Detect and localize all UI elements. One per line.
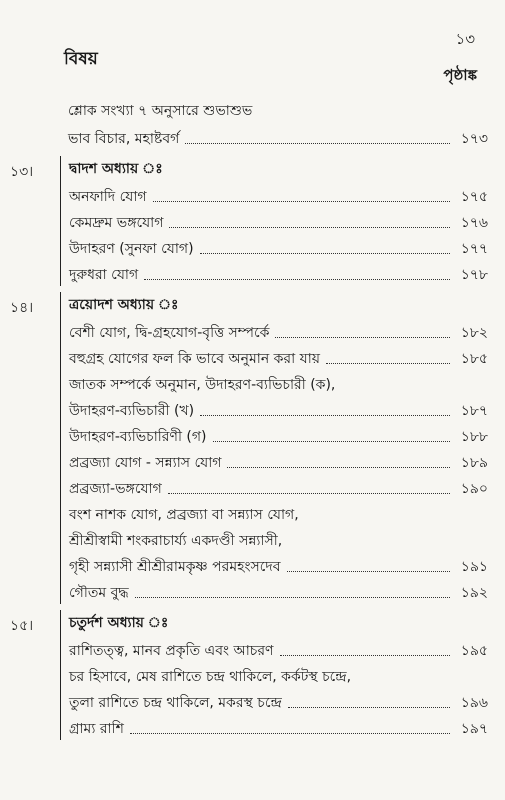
entry-page: ১৮৫	[460, 351, 488, 367]
toc-entry	[69, 448, 488, 474]
toc-entry	[69, 344, 488, 370]
page-number: ১৩	[455, 30, 475, 48]
toc-section	[10, 610, 488, 740]
entry-page: ১৭৫	[460, 189, 488, 205]
section-number: ১৫।	[10, 618, 34, 634]
entry-text: প্রব্রজ্যা যোগ - সন্ন্যাস যোগ	[69, 455, 222, 471]
intro-block	[10, 98, 488, 150]
toc-entry	[69, 370, 488, 396]
section-body	[60, 610, 488, 740]
entry-page: ১৮২	[460, 325, 488, 341]
entry-text: গৃহী সন্ন্যাসী শ্রীশ্রীরামকৃষ্ণ পরমহংসদেব	[69, 559, 281, 575]
entry-page: ১৭৭	[460, 241, 488, 257]
dot-leader	[288, 707, 450, 708]
toc-entry	[69, 182, 488, 208]
dot-leader	[153, 201, 450, 202]
section-title: ত্রয়োদশ অধ্যায় ঃ	[69, 297, 179, 313]
column-header-subject: বিষয়	[64, 49, 98, 69]
column-header-page: পৃষ্ঠাঙ্ক	[443, 66, 477, 84]
toc-entry	[69, 318, 488, 344]
toc-entry	[69, 636, 488, 662]
toc-section	[10, 292, 488, 604]
intro-line: শ্লোক সংখ্যা ৭ অনুসারে শুভাশুভ	[68, 103, 253, 119]
entry-text: গৌতম বুদ্ধ	[69, 585, 129, 601]
dot-leader	[168, 493, 450, 494]
dot-leader	[135, 597, 450, 598]
dot-leader	[227, 467, 450, 468]
toc-section	[10, 156, 488, 286]
toc-entry	[69, 396, 488, 422]
toc-entry	[69, 552, 488, 578]
toc-entry	[69, 234, 488, 260]
dot-leader	[130, 733, 450, 734]
entry-page: ১৮৭	[460, 403, 488, 419]
entry-page: ১৯৭	[460, 721, 488, 737]
entry-page: ১৯১	[460, 559, 488, 575]
table-of-contents	[10, 98, 488, 746]
dot-leader	[213, 441, 450, 442]
entry-text: তুলা রাশিতে চন্দ্র থাকিলে, মকরস্থ চন্দ্রে	[69, 695, 282, 711]
dot-leader	[200, 415, 450, 416]
dot-leader	[280, 655, 450, 656]
entry-text: বহুগ্রহ যোগের ফল কি ভাবে অনুমান করা যায়	[69, 351, 320, 367]
entry-page: ১৮৮	[460, 429, 488, 445]
entry-page: ১৯২	[460, 585, 488, 601]
dot-leader	[200, 253, 450, 254]
dot-leader	[185, 143, 450, 144]
entry-text: উদাহরণ-ব্যভিচারী (খ)	[69, 403, 195, 419]
entry-page: ১৮৯	[460, 455, 488, 471]
section-title: দ্বাদশ অধ্যায় ঃ	[69, 161, 163, 177]
section-body	[60, 156, 488, 286]
sections-container	[10, 156, 488, 740]
entry-page: ১৯০	[460, 481, 488, 497]
entry-text: ভাব বিচার, মহাষ্টবর্গ	[68, 131, 180, 147]
section-number: ১৪।	[10, 300, 34, 316]
toc-entry	[69, 422, 488, 448]
entry-text: শ্রীশ্রীস্বামী শংকরাচার্য্য একদণ্ডী সন্ন্যাসী,	[69, 533, 283, 549]
toc-entry	[68, 124, 488, 150]
entry-text: উদাহরণ (সুনফা যোগ)	[69, 241, 194, 257]
entry-text: জাতক সম্পর্কে অনুমান, উদাহরণ-ব্যভিচারী (ক),	[69, 377, 336, 393]
dot-leader	[275, 337, 450, 338]
dot-leader	[287, 571, 451, 572]
entry-text: অনফাদি যোগ	[69, 189, 147, 205]
toc-entry	[69, 714, 488, 740]
toc-entry	[69, 526, 488, 552]
toc-entry	[69, 260, 488, 286]
entry-page: ১৯৫	[460, 643, 488, 659]
entry-page: ১৯৬	[460, 695, 488, 711]
toc-entry	[69, 662, 488, 688]
section-title: চতুর্দশ অধ্যায় ঃ	[69, 615, 169, 631]
toc-entry	[69, 688, 488, 714]
toc-entry	[69, 578, 488, 604]
dot-leader	[169, 227, 450, 228]
entry-text: গ্রাম্য রাশি	[69, 721, 124, 737]
entry-text: রাশিতত্ত্ব, মানব প্রকৃতি এবং আচরণ	[69, 643, 274, 659]
entry-text: দুরুধরা যোগ	[69, 267, 139, 283]
entry-page: ১৭৮	[460, 267, 488, 283]
entry-text: বংশ নাশক যোগ, প্রব্রজ্যা বা সন্ন্যাস যোগ,	[69, 507, 299, 523]
entry-text: বেশী যোগ, দ্বি-গ্রহযোগ-বৃত্তি সম্পর্কে	[69, 325, 270, 341]
dot-leader	[326, 363, 450, 364]
toc-entry	[69, 208, 488, 234]
section-number: ১৩।	[10, 164, 34, 180]
entry-text: উদাহরণ-ব্যভিচারিণী (গ)	[69, 429, 207, 445]
toc-entry	[69, 500, 488, 526]
entry-page: ১৭৬	[460, 215, 488, 231]
entry-page: ১৭৩	[460, 131, 488, 147]
section-body	[60, 292, 488, 604]
dot-leader	[144, 279, 450, 280]
entry-text: চর হিসাবে, মেষ রাশিতে চন্দ্র থাকিলে, কর্কটস্থ চন্দ্রে,	[69, 669, 352, 685]
entry-text: প্রব্রজ্যা-ভঙ্গযোগ	[69, 481, 162, 497]
toc-entry	[69, 474, 488, 500]
entry-text: কেমদ্রুম ভঙ্গযোগ	[69, 215, 164, 231]
